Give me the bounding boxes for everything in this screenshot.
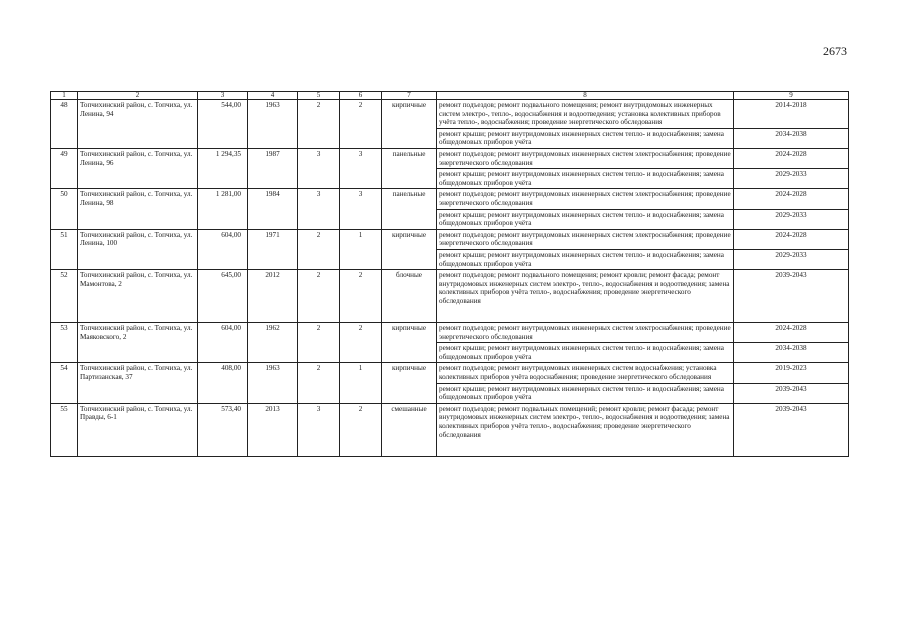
header-col-9: 9 (734, 92, 849, 100)
entrances-cell: 2 (340, 323, 382, 363)
works-description-cell: ремонт подъездов; ремонт внутридомовых инженерных систем электроснабжения; проведение энергетического обследования (437, 189, 734, 209)
period-cell: 2019-2023 (734, 363, 849, 383)
works-description-cell: ремонт подъездов; ремонт внутридомовых инженерных систем электроснабжения; проведение энергетического обследования (437, 148, 734, 168)
works-description-cell: ремонт крыши; ремонт внутридомовых инженерных систем тепло- и водоснабжения; замена общедомовых приборов учёта (437, 209, 734, 229)
row-number: 53 (51, 323, 78, 363)
year-cell: 2013 (248, 403, 298, 456)
works-description-cell: ремонт крыши; ремонт внутридомовых инженерных систем тепло- и водоснабжения; замена общедомовых приборов учёта (437, 383, 734, 403)
wall-material-cell: блочные (382, 270, 437, 323)
header-col-6: 6 (340, 92, 382, 100)
floors-cell: 2 (298, 323, 340, 363)
floors-cell: 2 (298, 270, 340, 323)
works-description-cell: ремонт крыши; ремонт внутридомовых инженерных систем тепло- и водоснабжения; замена общедомовых приборов учёта (437, 343, 734, 363)
floors-cell: 3 (298, 189, 340, 229)
works-description-cell: ремонт подъездов; ремонт подвальных помещений; ремонт кровли; ремонт фасада; ремонт внутридомовых инженерных систем электро-, тепло-, водоснабжения и водоотведения; замена колективных приборов учёта тепло-, водоснабжения; проведение энергетического обследования (437, 403, 734, 456)
entrances-cell: 3 (340, 148, 382, 188)
wall-material-cell: кирпичные (382, 363, 437, 403)
row-number: 49 (51, 148, 78, 188)
address-cell: Топчихинский район, с. Топчиха, ул. Ленина, 100 (78, 229, 198, 269)
year-cell: 1971 (248, 229, 298, 269)
period-cell: 2029-2033 (734, 169, 849, 189)
housing-repair-table (50, 91, 849, 457)
works-description-cell: ремонт крыши; ремонт внутридомовых инженерных систем тепло- и водоснабжения; замена общедомовых приборов учёта (437, 128, 734, 148)
period-cell: 2039-2043 (734, 270, 849, 323)
entrances-cell: 1 (340, 229, 382, 269)
entrances-cell: 2 (340, 100, 382, 149)
header-col-2: 2 (78, 92, 198, 100)
period-cell: 2029-2033 (734, 209, 849, 229)
wall-material-cell: кирпичные (382, 323, 437, 363)
header-row (51, 92, 849, 100)
area-cell: 1 294,35 (198, 148, 248, 188)
header-col-3: 3 (198, 92, 248, 100)
page-number: 2673 (823, 44, 847, 58)
works-description-cell: ремонт подъездов; ремонт внутридомовых инженерных систем водоснабжения; установка колективных приборов учёта водоснабжения; проведение энергетического обследования (437, 363, 734, 383)
address-cell: Топчихинский район, с. Топчиха, ул. Партизанская, 37 (78, 363, 198, 403)
address-cell: Топчихинский район, с. Топчиха, ул. Ленина, 94 (78, 100, 198, 149)
wall-material-cell: смешанные (382, 403, 437, 456)
year-cell: 1963 (248, 363, 298, 403)
header-col-1: 1 (51, 92, 78, 100)
row-number: 54 (51, 363, 78, 403)
housing-table-container (50, 91, 848, 457)
table-row (51, 403, 849, 456)
year-cell: 1987 (248, 148, 298, 188)
address-cell: Топчихинский район, с. Топчиха, ул. Мамонтова, 2 (78, 270, 198, 323)
entrances-cell: 1 (340, 363, 382, 403)
row-number: 48 (51, 100, 78, 149)
row-number: 51 (51, 229, 78, 269)
year-cell: 1963 (248, 100, 298, 149)
table-row (51, 189, 849, 209)
table-row (51, 363, 849, 383)
year-cell: 1962 (248, 323, 298, 363)
header-col-7: 7 (382, 92, 437, 100)
area-cell: 544,00 (198, 100, 248, 149)
address-cell: Топчихинский район, с. Топчиха, ул. Ленина, 98 (78, 189, 198, 229)
table-row (51, 100, 849, 129)
floors-cell: 3 (298, 148, 340, 188)
area-cell: 408,00 (198, 363, 248, 403)
works-description-cell: ремонт крыши; ремонт внутридомовых инженерных систем тепло- и водоснабжения; замена общедомовых приборов учёта (437, 169, 734, 189)
works-description-cell: ремонт крыши; ремонт внутридомовых инженерных систем тепло- и водоснабжения; замена общедомовых приборов учёта (437, 249, 734, 269)
works-description-cell: ремонт подъездов; ремонт подвального помещения; ремонт кровли; ремонт фасада; ремонт внутридомовых инженерных систем электро-, тепло-, водоснабжения и водоотведения; замена колективных приборов учёта тепло-, водоснабжения; проведение энергетического обследования (437, 270, 734, 323)
table-row (51, 148, 849, 168)
wall-material-cell: кирпичные (382, 100, 437, 149)
table-row (51, 270, 849, 323)
period-cell: 2029-2033 (734, 249, 849, 269)
entrances-cell: 3 (340, 189, 382, 229)
wall-material-cell: кирпичные (382, 229, 437, 269)
period-cell: 2024-2028 (734, 189, 849, 209)
floors-cell: 2 (298, 229, 340, 269)
floors-cell: 3 (298, 403, 340, 456)
area-cell: 604,00 (198, 323, 248, 363)
works-description-cell: ремонт подъездов; ремонт подвального помещения; ремонт внутридомовых инженерных систем электро-, тепло-, водоснабжения и водоотведения; установка колективных приборов учёта тепло-, водоснабжения; проведение энергетического обследования (437, 100, 734, 129)
header-col-8: 8 (437, 92, 734, 100)
wall-material-cell: панельные (382, 148, 437, 188)
table-body (51, 100, 849, 457)
works-description-cell: ремонт подъездов; ремонт внутридомовых инженерных систем электроснабжения; проведение энергетического обследования (437, 229, 734, 249)
area-cell: 573,40 (198, 403, 248, 456)
row-number: 50 (51, 189, 78, 229)
area-cell: 604,00 (198, 229, 248, 269)
period-cell: 2034-2038 (734, 343, 849, 363)
table-header (51, 92, 849, 100)
area-cell: 645,00 (198, 270, 248, 323)
works-description-cell: ремонт подъездов; ремонт внутридомовых инженерных систем электроснабжения; проведение энергетического обследования (437, 323, 734, 343)
table-row (51, 323, 849, 343)
period-cell: 2034-2038 (734, 128, 849, 148)
period-cell: 2024-2028 (734, 229, 849, 249)
year-cell: 2012 (248, 270, 298, 323)
floors-cell: 2 (298, 363, 340, 403)
header-col-5: 5 (298, 92, 340, 100)
area-cell: 1 281,00 (198, 189, 248, 229)
entrances-cell: 2 (340, 270, 382, 323)
row-number: 52 (51, 270, 78, 323)
period-cell: 2039-2043 (734, 383, 849, 403)
period-cell: 2014-2018 (734, 100, 849, 129)
floors-cell: 2 (298, 100, 340, 149)
address-cell: Топчихинский район, с. Топчиха, ул. Ленина, 96 (78, 148, 198, 188)
wall-material-cell: панельные (382, 189, 437, 229)
period-cell: 2039-2043 (734, 403, 849, 456)
year-cell: 1984 (248, 189, 298, 229)
header-col-4: 4 (248, 92, 298, 100)
address-cell: Топчихинский район, с. Топчиха, ул. Маяковского, 2 (78, 323, 198, 363)
row-number: 55 (51, 403, 78, 456)
entrances-cell: 2 (340, 403, 382, 456)
table-row (51, 229, 849, 249)
period-cell: 2024-2028 (734, 148, 849, 168)
period-cell: 2024-2028 (734, 323, 849, 343)
address-cell: Топчихинский район, с. Топчиха, ул. Правды, 6-1 (78, 403, 198, 456)
